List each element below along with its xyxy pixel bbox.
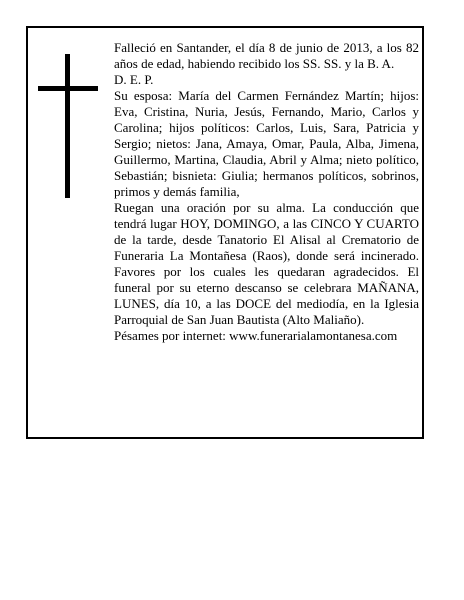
condolences-line: Pésames por internet: www.funerarialamontanesa.com [114,328,398,343]
death-announcement: Falleció en Santander, el día 8 de junio de 2013, a los 82 años de edad, habiendo recibido los SS. SS. y la B. A. [114,40,419,71]
cross-icon [38,54,98,198]
family-list: Su esposa: María del Carmen Fernández Martín; hijos: Eva, Cristina, Nuria, Jesús, Fernando, Mario, Carlos y Carolina; hijos políticos: Carlos, Luis, Sara, Patricia y Sergio; nietos: Jana, Amaya, Omar, Paula, Alba, Jimena, Guillermo, Martina, Claudia, Abril y Alma; nieto político, Sebastián; bisnieta: Giulia; hermanos políticos, sobrinos, primos y demás familia, [114,88,419,199]
cross-horizontal-bar [38,86,98,91]
ceremony-details: Ruegan una oración por su alma. La conducción que tendrá lugar HOY, DOMINGO, a las CINCO Y CUARTO de la tarde, desde Tanatorio El Alisal al Crematorio de Funeraria La Montañesa (Raos), donde será incinerado. Favores por los cuales les quedaran agradecidos. El funeral por su eterno descanso se celebrara MAÑANA, LUNES, día 10, a las DOCE del mediodía, en la Iglesia Parroquial de San Juan Bautista (Alto Maliaño). [114,200,419,327]
cross-vertical-bar [65,54,70,198]
rip-line: D. E. P. [114,72,154,87]
obituary-text [114,40,419,344]
obituary-notice [26,26,424,439]
